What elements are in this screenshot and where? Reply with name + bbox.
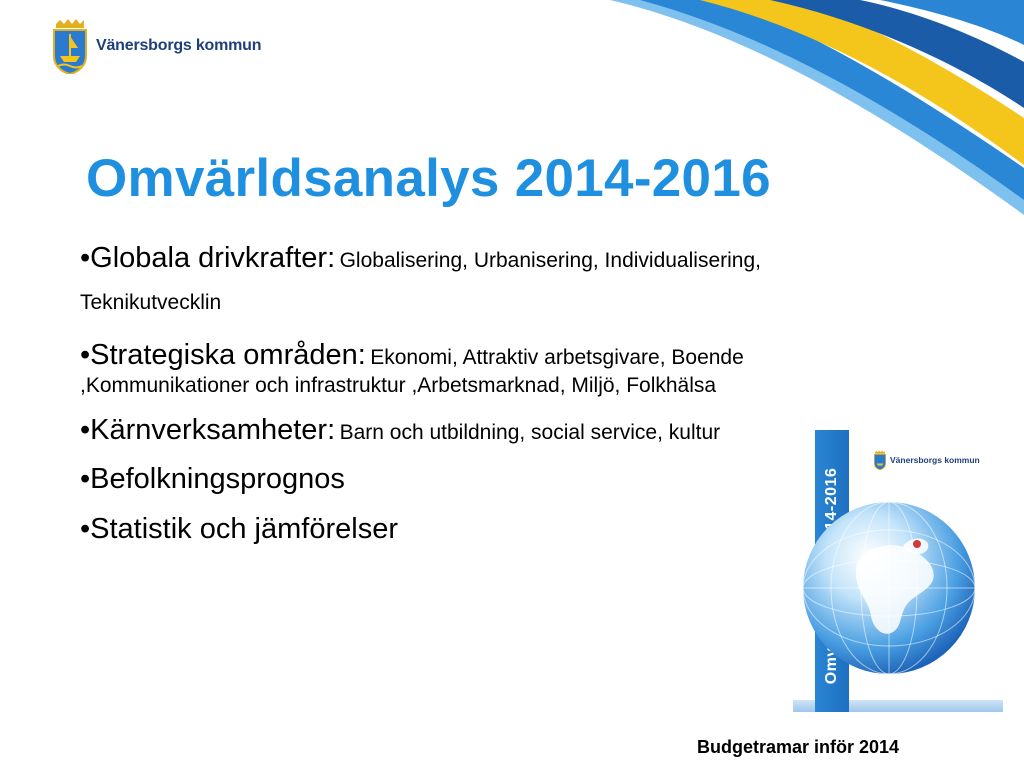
logo-text: Vänersborgs kommun (96, 37, 262, 54)
coat-of-arms-icon (50, 18, 90, 74)
slide-footer: Budgetramar inför 2014 (697, 737, 900, 757)
slide-title: Omvärldsanalys 2014-2016 (86, 149, 771, 208)
report-cover-image (793, 430, 1003, 712)
bullet-detail: Globalisering, Urbanisering, Individualisering, Teknikutvecklin (80, 249, 761, 314)
bullet-heading: •Befolkningsprognos (80, 463, 345, 496)
bullet-globala-drivkrafter (80, 240, 800, 324)
bullet-heading: •Statistik och jämförelser (80, 512, 398, 545)
bullet-detail: Ekonomi, Attraktiv arbetsgivare, Boende ,Kommunikationer och infrastruktur ,Arbetsmarknad, Miljö, Folkhälsa (80, 346, 744, 398)
bullet-heading: •Kärnverksamheter: (80, 413, 336, 446)
coat-of-arms-icon (873, 450, 887, 470)
bullet-detail: Barn och utbildning, social service, kultur (339, 420, 721, 444)
bullet-strategiska-omraden (80, 338, 800, 399)
bullet-statistik (80, 512, 800, 547)
bullet-list (80, 240, 800, 561)
bullet-karnverksamheter (80, 413, 800, 448)
municipality-logo (50, 18, 261, 74)
bullet-befolkningsprognos (80, 462, 800, 497)
cover-logo (873, 450, 980, 470)
bullet-heading: •Globala drivkrafter: (80, 242, 336, 274)
bullet-heading: •Strategiska områden: (80, 339, 366, 371)
cover-logo-text: Vänersborgs kommun (890, 455, 980, 465)
globe-icon (799, 498, 979, 678)
